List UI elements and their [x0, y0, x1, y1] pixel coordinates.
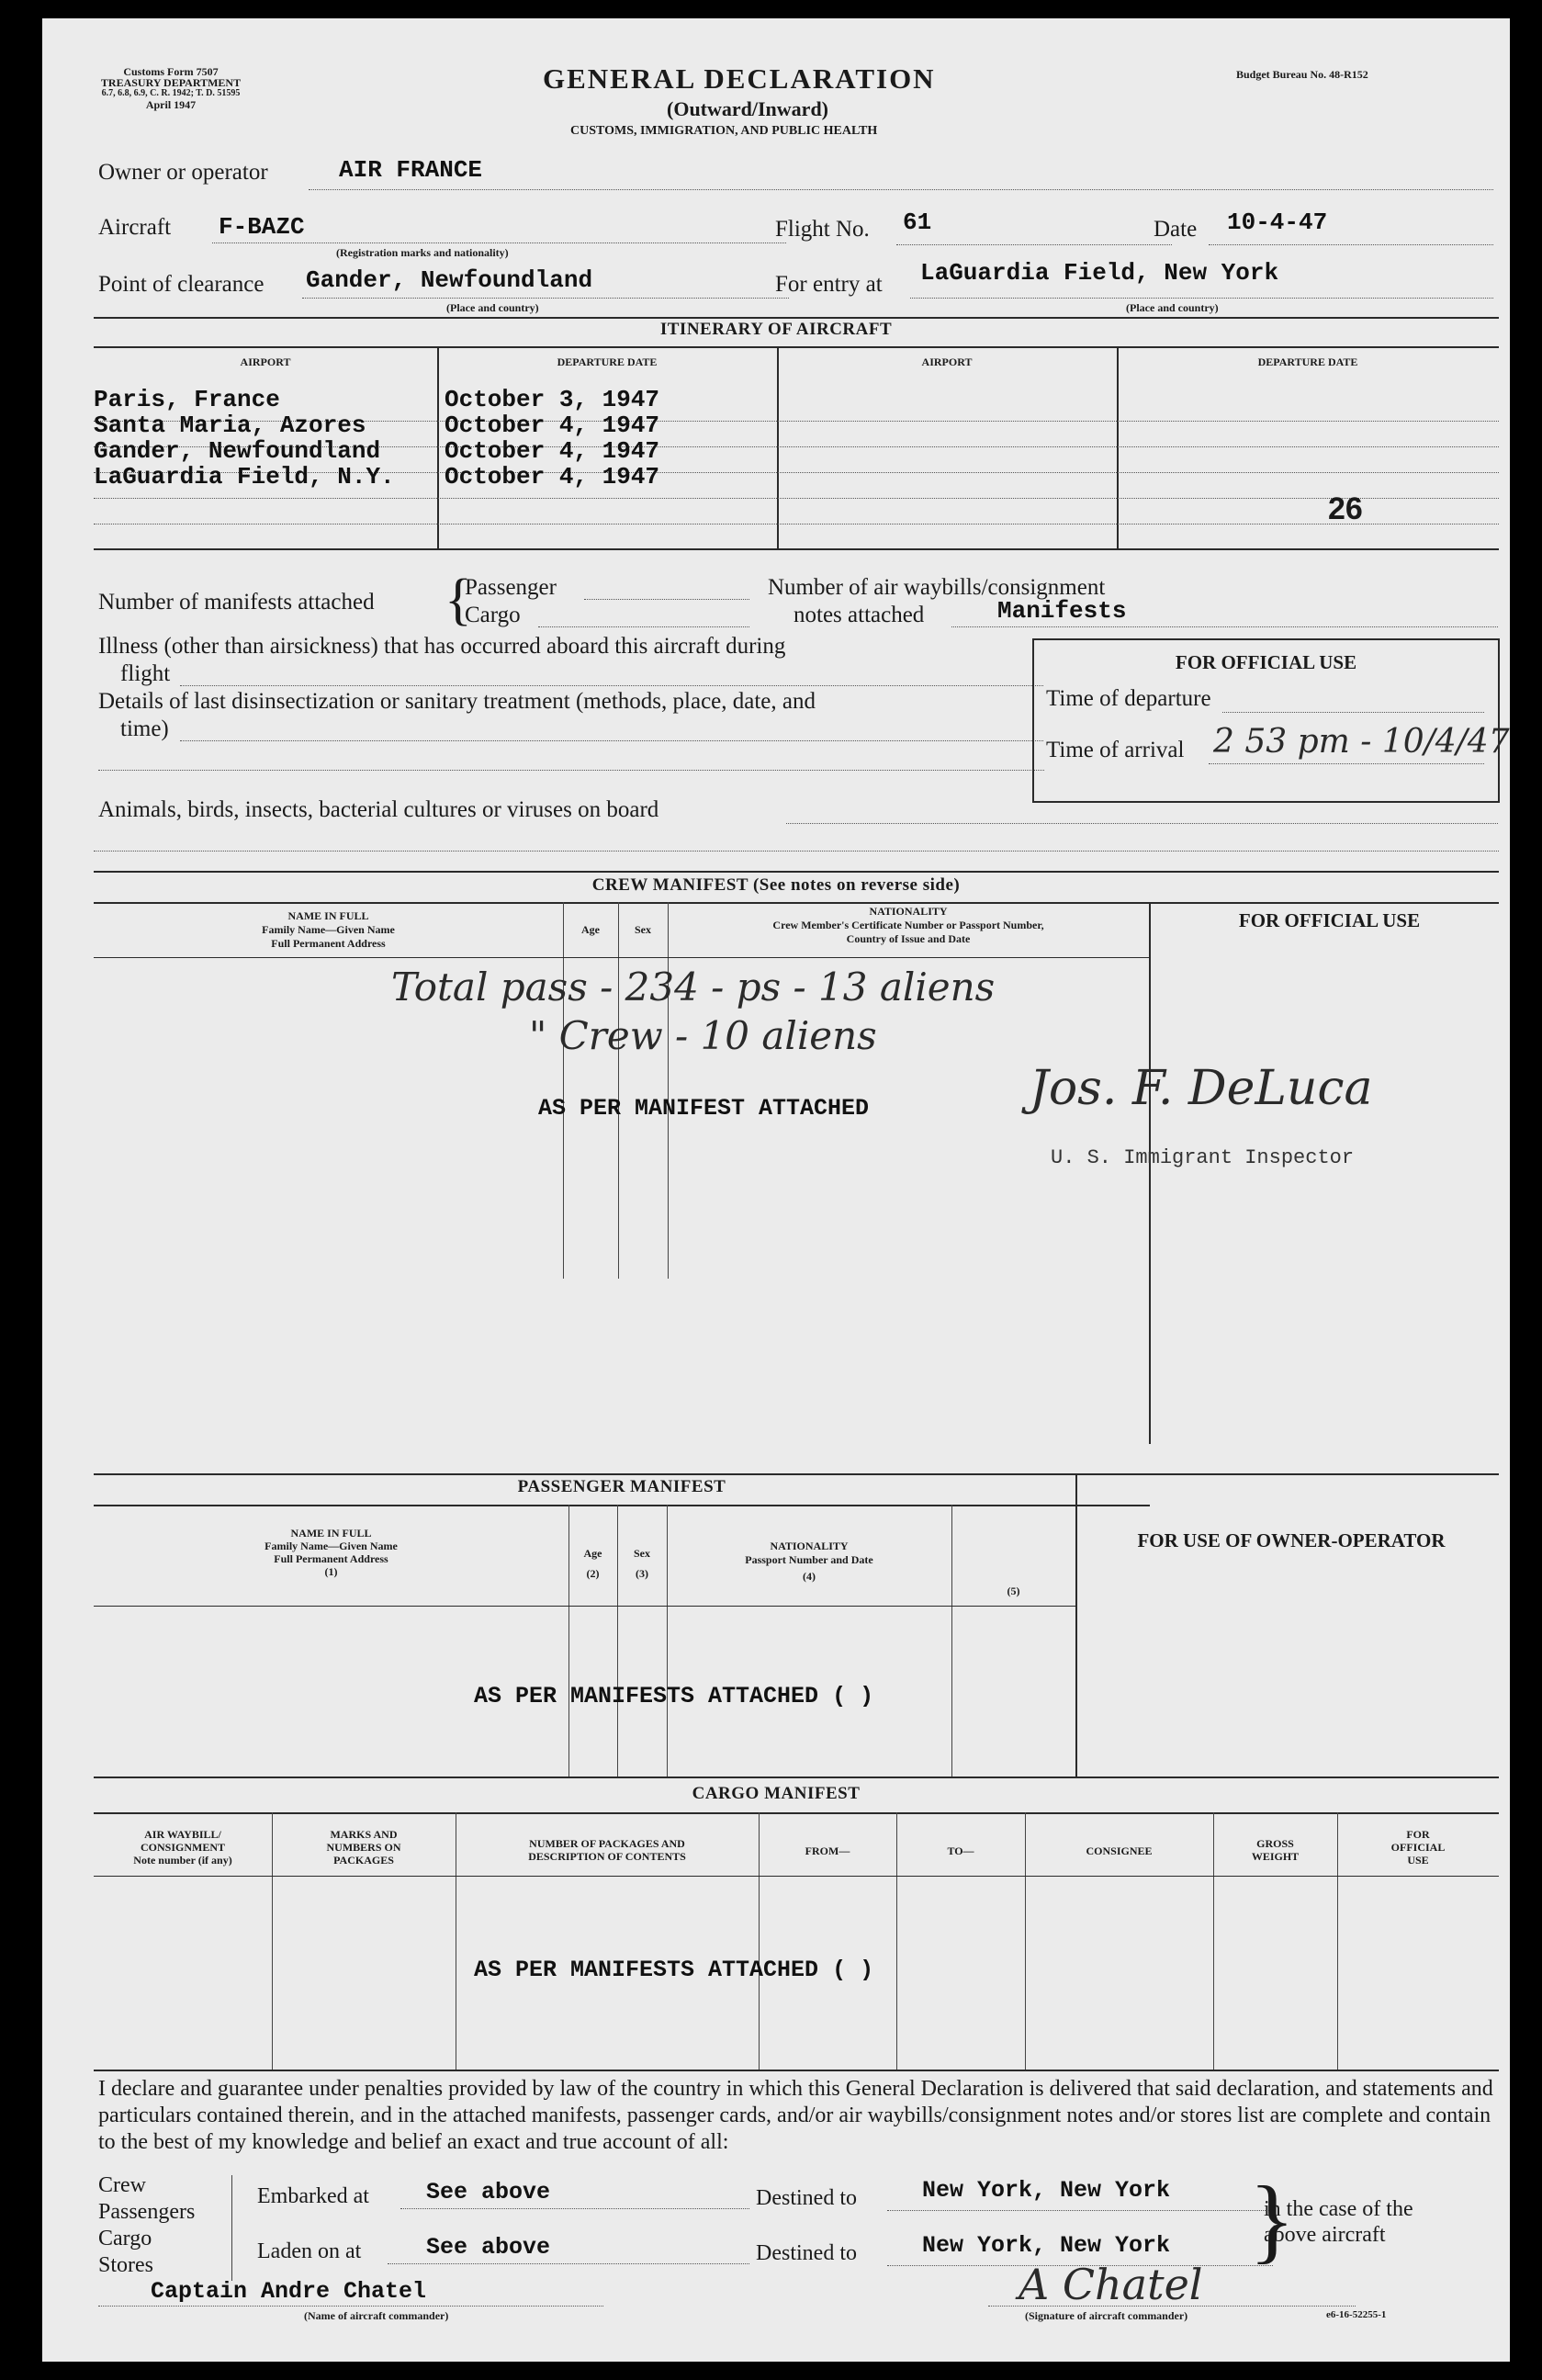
destined-value-1: New York, New York — [922, 2177, 1171, 2204]
manifests-cargo-label: Cargo — [465, 603, 521, 627]
crew-official-use-label: FOR OFFICIAL USE — [1238, 909, 1421, 931]
cargo-col-weight-title: GROSS — [1256, 1837, 1294, 1850]
crew-manifest-typed-note: AS PER MANIFEST ATTACHED — [538, 1095, 870, 1122]
form-header-block — [79, 66, 263, 110]
waybills-label-2: notes attached — [794, 603, 925, 627]
date-label: Date — [1154, 217, 1198, 242]
cargo-col-weight-sub: WEIGHT — [1251, 1850, 1300, 1863]
itinerary-col-airport-1: AIRPORT — [240, 355, 291, 368]
owner-operator-use-label: FOR USE OF OWNER-OPERATOR — [1137, 1529, 1446, 1551]
illness-label: Illness (other than airsickness) that has occurred aboard this aircraft during — [98, 634, 786, 659]
form-date: April 1947 — [145, 98, 197, 111]
itinerary-airport-3: Gander, Newfoundland — [94, 437, 381, 465]
inspector-signature: Jos. F. DeLuca — [1030, 1061, 1373, 1116]
departure-time-label: Time of departure — [1046, 686, 1211, 711]
destined-label-2: Destined to — [756, 2241, 857, 2265]
crew-col-name-title: NAME IN FULL — [287, 909, 369, 922]
declaration-text: I declare and guarantee under penalties provided by law of the country in which this General Declaration is delivered that said declaration, and statements and particulars contained therein, and in the attached manifests, passenger cards, and/or air waybills/consignment notes and/or stores list are complete and contain to the best of my knowledge and belief an exact and true account of all: — [98, 2077, 1493, 2154]
itinerary-col-departure-1: DEPARTURE DATE — [557, 355, 658, 368]
destined-label-1: Destined to — [756, 2186, 857, 2210]
arrival-time-label: Time of arrival — [1046, 738, 1185, 762]
category-cargo: Cargo — [98, 2227, 152, 2250]
cargo-manifest-typed-note: AS PER MANIFESTS ATTACHED ( ) — [474, 1957, 874, 1983]
manifests-brace-icon: { — [445, 569, 472, 631]
cargo-col-marks — [272, 1828, 456, 1867]
crew-col-name-sub2: Full Permanent Address — [271, 937, 386, 950]
footer-code: e6-16-52255-1 — [1326, 2309, 1387, 2320]
passenger-col-sex-no: (3) — [636, 1567, 648, 1580]
in-case-label: in the case of the — [1264, 2197, 1413, 2221]
passenger-manifest-title: PASSENGER MANIFEST — [517, 1477, 726, 1496]
itinerary-title: ITINERARY OF AIRCRAFT — [659, 320, 893, 339]
passenger-col-nat-title: NATIONALITY — [770, 1540, 849, 1552]
form-title: GENERAL DECLARATION — [543, 62, 936, 95]
illness-label-2: flight — [120, 661, 171, 686]
itinerary-date-1: October 3, 1947 — [445, 386, 660, 413]
passenger-col-age — [568, 1543, 617, 1584]
passenger-col-name-sub2: Full Permanent Address — [274, 1552, 388, 1565]
cargo-col-official-title: FOR — [1406, 1828, 1430, 1841]
cargo-col-consignee: CONSIGNEE — [1086, 1844, 1153, 1857]
passenger-col-age-title: Age — [583, 1547, 602, 1560]
budget-bureau-number: Budget Bureau No. 48-R152 — [1236, 68, 1368, 81]
clearance-caption: (Place and country) — [446, 301, 539, 314]
entry-label: For entry at — [775, 272, 883, 297]
date-value: 10-4-47 — [1227, 209, 1328, 236]
embarked-label: Embarked at — [257, 2184, 369, 2208]
itinerary-date-4: October 4, 1947 — [445, 463, 660, 491]
page-number-stamp: 26 — [1328, 491, 1363, 526]
cargo-col-packages-title: NUMBER OF PACKAGES AND — [529, 1837, 685, 1850]
aircraft-label: Aircraft — [98, 215, 172, 240]
cargo-col-marks-sub2: PACKAGES — [333, 1854, 394, 1867]
passenger-manifest-typed-note: AS PER MANIFESTS ATTACHED ( ) — [474, 1683, 874, 1709]
cargo-col-from: FROM— — [805, 1844, 850, 1857]
official-use-title: FOR OFFICIAL USE — [1175, 651, 1357, 673]
signature-caption: (Signature of aircraft commander) — [1025, 2309, 1188, 2322]
manifests-label: Number of manifests attached — [98, 590, 375, 615]
passenger-col-nationality — [667, 1540, 951, 1584]
itinerary-col-departure-2: DEPARTURE DATE — [1257, 355, 1358, 368]
itinerary-date-2: October 4, 1947 — [445, 412, 660, 439]
crew-handwritten-totals: Total pass - 234 - ps - 13 aliens — [391, 964, 996, 1010]
itinerary-date-3: October 4, 1947 — [445, 437, 660, 465]
cargo-col-waybill-sub2: Note number (if any) — [133, 1854, 232, 1867]
passenger-col-5: (5) — [1007, 1585, 1020, 1597]
commander-signature: A Chatel — [1019, 2260, 1203, 2309]
crew-col-nat-title: NATIONALITY — [869, 905, 948, 918]
cargo-col-marks-title: MARKS AND — [330, 1828, 398, 1841]
disinsect-label-2: time) — [120, 716, 169, 741]
clearance-label: Point of clearance — [98, 272, 265, 297]
arrival-time-value: 2 53 pm - 10/4/47 — [1213, 723, 1510, 761]
entry-value: LaGuardia Field, New York — [920, 259, 1279, 287]
cargo-col-official-sub2: USE — [1407, 1854, 1429, 1867]
passenger-col-sex-title: Sex — [634, 1547, 650, 1560]
category-passengers: Passengers — [98, 2200, 196, 2224]
waybills-value: Manifests — [997, 597, 1127, 625]
inspector-title: U. S. Immigrant Inspector — [1051, 1146, 1355, 1169]
official-use-box — [1032, 638, 1510, 803]
regulation-ref: 6.7, 6.8, 6.9, C. R. 1942; T. D. 51595 — [101, 88, 241, 98]
disinsect-label: Details of last disinsectization or sanitary treatment (methods, place, date, and — [98, 689, 816, 714]
crew-col-name-sub: Family Name—Given Name — [262, 923, 395, 936]
passenger-col-name-title: NAME IN FULL — [290, 1527, 372, 1540]
crew-handwritten-crew: " Crew - 10 aliens — [529, 1013, 877, 1058]
department-name: TREASURY DEPARTMENT — [100, 76, 242, 89]
itinerary-airport-1: Paris, France — [94, 386, 280, 413]
crew-col-nat-sub: Crew Member's Certificate Number or Passport Number, — [772, 919, 1044, 931]
flight-label: Flight No. — [775, 217, 870, 242]
above-aircraft-label: above aircraft — [1264, 2223, 1386, 2247]
flight-value: 61 — [903, 209, 932, 236]
owner-value: AIR FRANCE — [339, 156, 483, 184]
clearance-value: Gander, Newfoundland — [306, 266, 593, 294]
crew-col-name — [94, 909, 563, 951]
form-number: Customs Form 7507 — [123, 65, 219, 78]
itinerary-col-airport-2: AIRPORT — [921, 355, 973, 368]
manifests-passenger-label: Passenger — [465, 575, 557, 600]
category-stores: Stores — [98, 2253, 153, 2277]
crew-col-age: Age — [581, 923, 600, 936]
cargo-col-packages-sub: DESCRIPTION OF CONTENTS — [528, 1850, 686, 1863]
cargo-col-official — [1337, 1828, 1499, 1867]
cargo-col-marks-sub: NUMBERS ON — [326, 1841, 401, 1854]
cargo-col-waybill-title: AIR WAYBILL/ — [144, 1828, 221, 1841]
cargo-col-weight — [1213, 1837, 1337, 1863]
passenger-col-name-no: (1) — [324, 1565, 338, 1578]
waybills-label: Number of air waybills/consignment — [768, 575, 1106, 600]
embarked-value: See above — [426, 2179, 551, 2205]
passenger-col-nat-no: (4) — [803, 1570, 816, 1583]
laden-value: See above — [426, 2234, 551, 2261]
commander-name-caption: (Name of aircraft commander) — [304, 2309, 449, 2322]
declaration-categories — [98, 2172, 195, 2279]
aircraft-caption: (Registration marks and nationality) — [336, 246, 509, 259]
general-declaration-form — [42, 18, 1510, 2362]
passenger-col-nat-sub: Passport Number and Date — [745, 1553, 873, 1566]
aircraft-value: F-BAZC — [219, 213, 305, 241]
crew-col-nat-sub2: Country of Issue and Date — [846, 932, 971, 945]
owner-label: Owner or operator — [98, 160, 268, 185]
cargo-col-packages — [456, 1837, 759, 1863]
destination-brace-icon: } — [1249, 2167, 1295, 2273]
commander-name-value: Captain Andre Chatel — [151, 2278, 427, 2305]
form-subtitle: (Outward/Inward) — [667, 97, 829, 120]
passenger-col-sex — [617, 1543, 667, 1584]
cargo-manifest-title: CARGO MANIFEST — [692, 1784, 861, 1803]
destined-value-2: New York, New York — [922, 2232, 1171, 2259]
passenger-col-name — [94, 1527, 568, 1578]
cargo-col-waybill — [94, 1828, 272, 1867]
itinerary-airport-2: Santa Maria, Azores — [94, 412, 366, 439]
crew-col-nationality — [668, 905, 1149, 946]
entry-caption: (Place and country) — [1126, 301, 1219, 314]
itinerary-airport-4: LaGuardia Field, N.Y. — [94, 463, 395, 491]
passenger-col-age-no: (2) — [586, 1567, 600, 1580]
cargo-col-to: TO— — [947, 1844, 974, 1857]
animals-label: Animals, birds, insects, bacterial cultures or viruses on board — [98, 797, 659, 822]
form-subtitle-agencies: CUSTOMS, IMMIGRATION, AND PUBLIC HEALTH — [570, 124, 878, 138]
cargo-col-waybill-sub: CONSIGNMENT — [140, 1841, 225, 1854]
crew-col-sex: Sex — [635, 923, 651, 936]
category-crew: Crew — [98, 2173, 146, 2197]
laden-label: Laden on at — [257, 2239, 362, 2263]
cargo-col-official-sub: OFFICIAL — [1390, 1841, 1446, 1854]
crew-manifest-title: CREW MANIFEST (See notes on reverse side) — [591, 875, 961, 895]
passenger-col-name-sub: Family Name—Given Name — [265, 1540, 398, 1552]
